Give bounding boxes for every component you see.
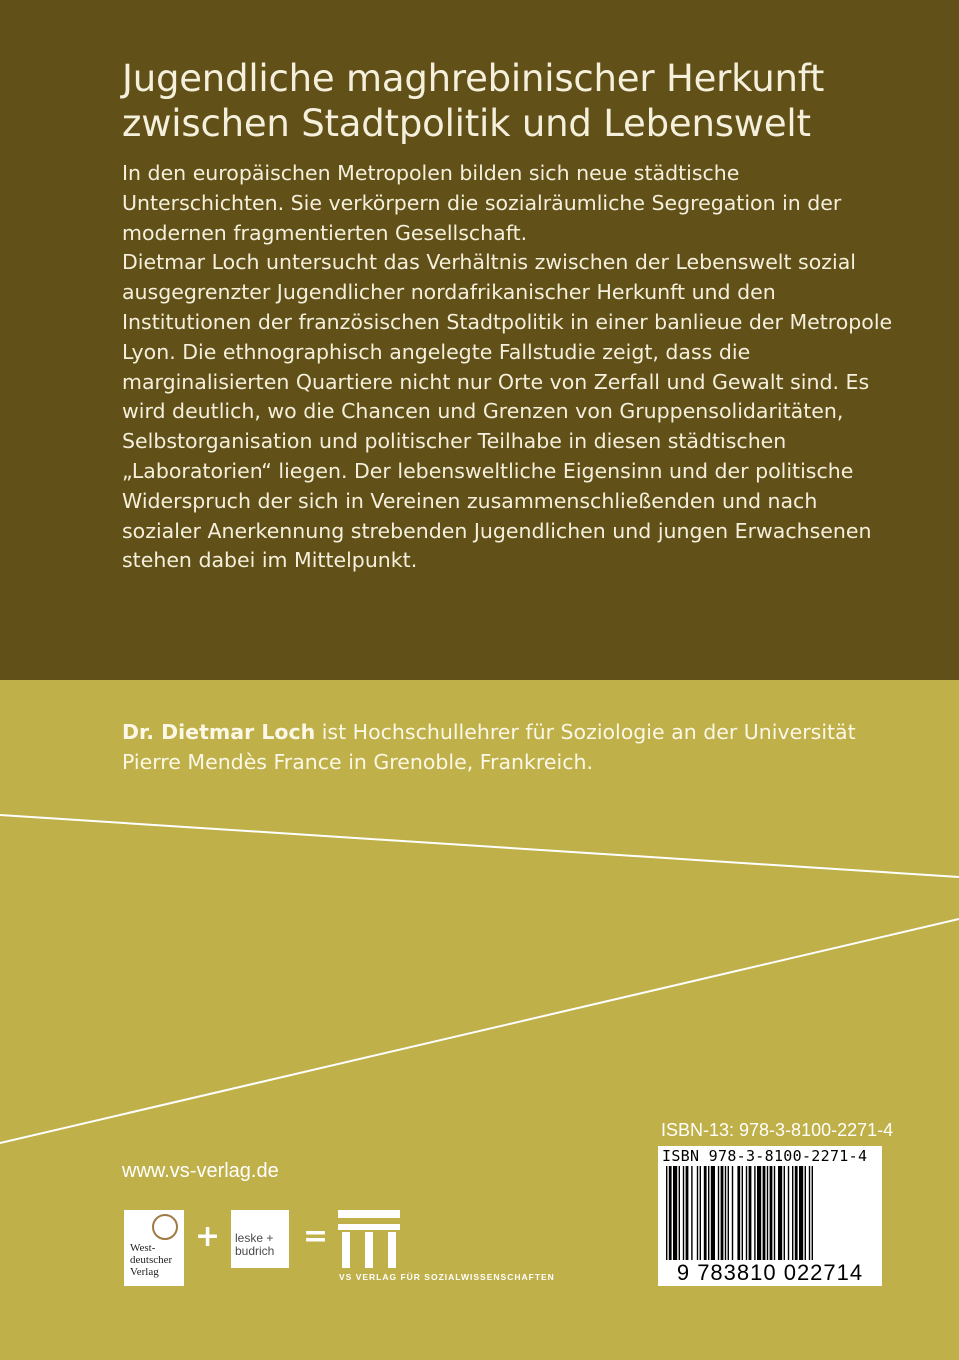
barcode-bar — [683, 1166, 684, 1260]
title-line-1: Jugendliche maghrebinischer Herkunft — [122, 57, 825, 100]
barcode-bar — [697, 1166, 698, 1260]
barcode-isbn-text: ISBN 978-3-8100-2271-4 — [662, 1147, 868, 1165]
equals-sign: = — [303, 1219, 329, 1254]
barcode-bar — [757, 1166, 761, 1260]
barcode-bar — [721, 1166, 724, 1260]
barcode-bars — [658, 1166, 882, 1260]
barcode-bar — [737, 1166, 740, 1260]
lb-line-1: leske + — [235, 1231, 274, 1245]
barcode-bar — [691, 1166, 692, 1260]
barcode-bar — [749, 1166, 752, 1260]
barcode-bar — [669, 1166, 672, 1260]
barcode-bar — [673, 1166, 677, 1260]
barcode-bar — [805, 1166, 806, 1260]
barcode-bar — [666, 1166, 667, 1260]
barcode-bar — [718, 1166, 719, 1260]
barcode-bar — [742, 1166, 743, 1260]
barcode-bar — [774, 1166, 775, 1260]
barcode-bar — [767, 1166, 768, 1260]
barcode-bar — [799, 1166, 803, 1260]
barcode-bar — [795, 1166, 798, 1260]
publisher-url[interactable]: www.vs-verlag.de — [122, 1160, 279, 1182]
vs-verlag-logo-icon — [338, 1210, 400, 1268]
barcode — [658, 1146, 882, 1286]
decorative-line-2 — [0, 919, 959, 1143]
decorative-line-1 — [0, 815, 959, 877]
barcode-bar — [746, 1166, 747, 1260]
barcode-bar — [728, 1166, 729, 1260]
barcode-bar — [792, 1166, 793, 1260]
vs-verlag-text: VS VERLAG FÜR SOZIALWISSENSCHAFTEN — [339, 1272, 555, 1282]
wd-line-1: West- — [130, 1242, 156, 1254]
barcode-bar — [679, 1166, 680, 1260]
blurb-paragraph-2: Dietmar Loch untersucht das Verhältnis zwischen der Lebenswelt sozial ausgegrenzter Jugendlicher nordafrikanischer Herkunft und den Institutionen der französischen Stadtpolitik in einer banlieue der Metropole Lyon. Die ethnographisch angelegte Fallstudie zeigt, dass die marginalisierten Quartiere nicht nur Orte von Zerfall und Gewalt sind. Es wird deutlich, wo die Chancen und Grenzen von Gruppensolidaritäten, Selbstorganisation und politischer Teilhabe in diesen städtischen „Laboratorien“ liegen. Der lebensweltliche Eigensinn und der politische Widerspruch der sich in Vereinen zusammenschließenden und nach sozialer Anerkennung strebenden Jugendlichen und jungen Erwachsenen stehen dabei im Mittelpunkt. — [122, 250, 893, 573]
plus-sign: + — [195, 1219, 221, 1254]
barcode-bar — [788, 1166, 789, 1260]
wd-line-2: deutscher — [130, 1254, 173, 1266]
author-description: ist Hochschullehrer für Soziologie an der Universität Pierre Mendès France in Grenoble, Frankreich. — [122, 720, 856, 774]
barcode-bar — [725, 1166, 726, 1260]
barcode-bar — [686, 1166, 689, 1260]
barcode-bar — [732, 1166, 733, 1260]
barcode-bar — [763, 1166, 766, 1260]
westdeutscher-verlag-logo — [124, 1210, 184, 1286]
barcode-bar — [809, 1166, 810, 1260]
isbn-label: ISBN-13: 978-3-8100-2271-4 — [661, 1120, 894, 1140]
title-line-2: zwischen Stadtpolitik und Lebenswelt — [122, 102, 811, 145]
barcode-bar — [812, 1166, 813, 1260]
wd-line-3: Verlag — [130, 1266, 159, 1278]
barcode-bar — [754, 1166, 755, 1260]
barcode-bar — [778, 1166, 782, 1260]
barcode-bar — [784, 1166, 785, 1260]
blurb-paragraph-1: In den europäischen Metropolen bilden sich neue städtische Unterschichten. Sie verkörpern die sozialräumliche Segregation in der modernen fragmentierten Gesellschaft. — [122, 161, 842, 245]
barcode-bar — [770, 1166, 773, 1260]
barcode-bar — [708, 1166, 709, 1260]
barcode-bar — [700, 1166, 701, 1260]
westdeutscher-emblem-icon — [152, 1214, 178, 1240]
barcode-bar — [704, 1166, 707, 1260]
barcode-digits: 9 783810 022714 — [676, 1260, 864, 1285]
lb-line-2: budrich — [235, 1244, 275, 1258]
author-name: Dr. Dietmar Loch — [122, 720, 316, 744]
barcode-bar — [711, 1166, 715, 1260]
leske-budrich-logo — [231, 1210, 289, 1268]
